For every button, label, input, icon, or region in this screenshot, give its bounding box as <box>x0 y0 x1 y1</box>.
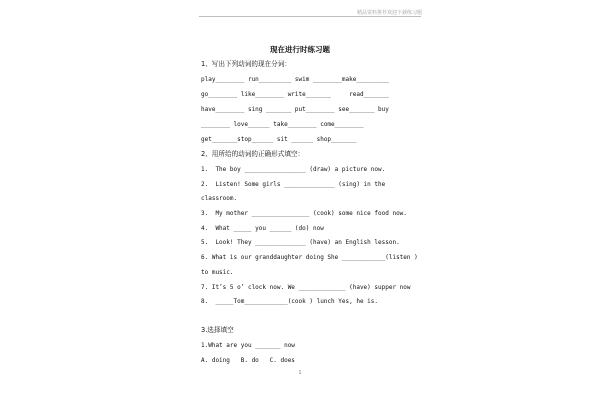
page-number: 1 <box>298 370 302 376</box>
section1-heading: 1、写出下列动词的现在分词： <box>201 60 291 68</box>
exercise-line: 2. Listen! Some girls ______________ (sing) in the <box>201 181 386 188</box>
exercise-line: A. doing B. do C. does <box>201 357 295 364</box>
exercise-line: 7. It’s 5 o’ clock now. We _____________ (have) supper now <box>201 284 411 291</box>
exercise-line: have________ sing _______ put________ see_______ buy <box>201 106 389 113</box>
section3-heading: 3.选择填空 <box>201 326 234 334</box>
exercise-line: get_______stop______ sit ______ shop_______ <box>201 136 357 143</box>
exercise-line: 4. What _____ you ______ (do) now <box>201 225 324 232</box>
exercise-line: 5. Look! They ______________ (have) an English lesson. <box>201 239 400 246</box>
page-title: 现在进行时练习题 <box>270 45 330 54</box>
exercise-line: 1.What are you _______ now <box>201 342 295 349</box>
exercise-line: 6. What is our granddaughter doing She ____________(listen ) <box>201 254 418 261</box>
exercise-line: 8. _____Tom____________(cook ) lunch Yes, he is. <box>201 298 379 305</box>
exercise-line: classroom. <box>201 195 238 202</box>
header-divider <box>199 16 421 17</box>
exercise-line: play________ run_________ swim ________make_________ <box>201 76 389 83</box>
exercise-line: to music. <box>201 269 234 276</box>
running-header: 精品资料推荐欢迎下载练习题 <box>356 10 422 16</box>
exercise-line: 3. My mother ________________ (cook) some nice food now. <box>201 210 407 217</box>
exercise-line: 1. The boy _________________ (draw) a picture now. <box>201 166 386 173</box>
exercise-line: go________ like________ write_______ read_______ <box>201 91 389 98</box>
exercise-line: ________ love______ take________ come________ <box>201 121 364 128</box>
section2-heading: 2、用所给的动词的正确形式填空： <box>201 150 305 158</box>
